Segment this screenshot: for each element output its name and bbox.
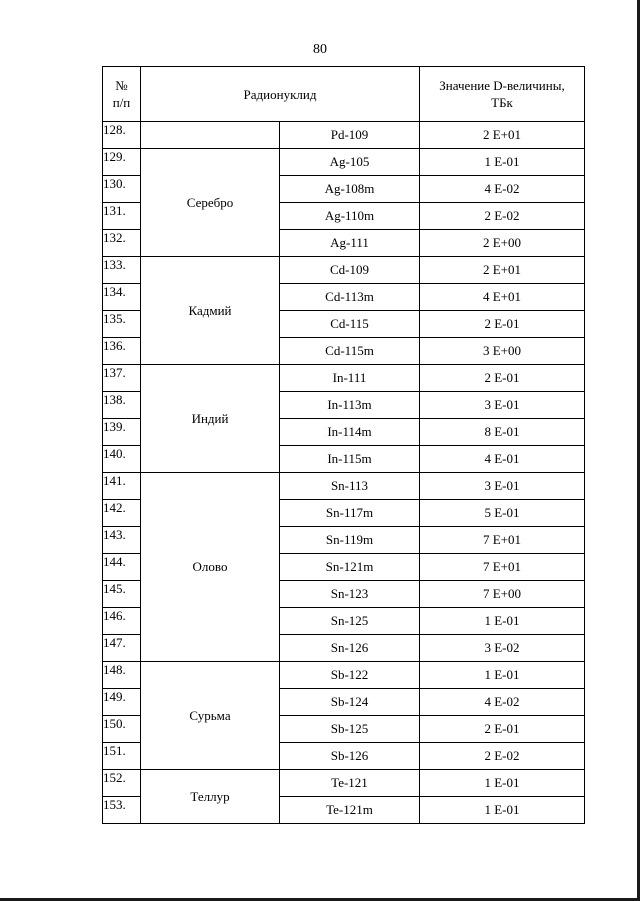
d-value: 1 E-01: [420, 662, 585, 689]
d-value: 3 E-01: [420, 392, 585, 419]
nuclide-name: Sn-123: [280, 581, 420, 608]
table-row: [103, 365, 585, 392]
row-number: 137.: [103, 365, 141, 392]
row-number: 141.: [103, 473, 141, 500]
nuclide-name: Te-121m: [280, 797, 420, 824]
element-name: Сурьма: [141, 662, 280, 770]
d-value: 1 E-01: [420, 770, 585, 797]
nuclide-name: Sb-122: [280, 662, 420, 689]
table-row: [103, 473, 585, 500]
nuclide-name: In-113m: [280, 392, 420, 419]
element-name: Серебро: [141, 149, 280, 257]
nuclide-name: In-115m: [280, 446, 420, 473]
table-row: [103, 662, 585, 689]
d-value: 5 E-01: [420, 500, 585, 527]
radionuclide-table: [102, 66, 585, 824]
element-name: Олово: [141, 473, 280, 662]
row-number: 140.: [103, 446, 141, 473]
nuclide-name: In-114m: [280, 419, 420, 446]
nuclide-name: Sn-117m: [280, 500, 420, 527]
nuclide-name: In-111: [280, 365, 420, 392]
table-row: [103, 122, 585, 149]
d-value: 7 E+01: [420, 554, 585, 581]
row-number: 151.: [103, 743, 141, 770]
row-number: 128.: [103, 122, 141, 149]
nuclide-name: Te-121: [280, 770, 420, 797]
row-number: 129.: [103, 149, 141, 176]
nuclide-name: Sn-119m: [280, 527, 420, 554]
row-number: 144.: [103, 554, 141, 581]
nuclide-name: Ag-105: [280, 149, 420, 176]
d-value: 3 E-01: [420, 473, 585, 500]
row-number: 152.: [103, 770, 141, 797]
row-number: 134.: [103, 284, 141, 311]
d-value: 3 E+00: [420, 338, 585, 365]
element-name: Индий: [141, 365, 280, 473]
d-value: 1 E-01: [420, 149, 585, 176]
table-row: [103, 770, 585, 797]
d-value: 4 E-02: [420, 689, 585, 716]
d-value: 2 E+00: [420, 230, 585, 257]
nuclide-name: Cd-113m: [280, 284, 420, 311]
row-number: 147.: [103, 635, 141, 662]
nuclide-name: Sn-126: [280, 635, 420, 662]
d-value: 8 E-01: [420, 419, 585, 446]
page-number: 80: [313, 42, 327, 57]
row-number: 138.: [103, 392, 141, 419]
row-number: 136.: [103, 338, 141, 365]
nuclide-name: Ag-111: [280, 230, 420, 257]
d-value: 2 E-01: [420, 311, 585, 338]
nuclide-name: Ag-108m: [280, 176, 420, 203]
row-number: 145.: [103, 581, 141, 608]
row-number: 130.: [103, 176, 141, 203]
d-value: 4 E+01: [420, 284, 585, 311]
row-number: 142.: [103, 500, 141, 527]
element-name: Кадмий: [141, 257, 280, 365]
table-row: [103, 257, 585, 284]
d-value: 1 E-01: [420, 797, 585, 824]
row-number: 139.: [103, 419, 141, 446]
header-radionuclide: Радионуклид: [141, 67, 420, 122]
nuclide-name: Cd-109: [280, 257, 420, 284]
row-number: 131.: [103, 203, 141, 230]
d-value: 2 E-02: [420, 203, 585, 230]
d-value: 3 E-02: [420, 635, 585, 662]
nuclide-name: Cd-115m: [280, 338, 420, 365]
element-name: [141, 122, 280, 149]
d-value: 7 E+00: [420, 581, 585, 608]
row-number: 132.: [103, 230, 141, 257]
d-value: 2 E-02: [420, 743, 585, 770]
nuclide-name: Cd-115: [280, 311, 420, 338]
element-name: Теллур: [141, 770, 280, 824]
row-number: 135.: [103, 311, 141, 338]
table-header-row: [103, 67, 585, 122]
d-value: 2 E+01: [420, 257, 585, 284]
nuclide-name: Sn-121m: [280, 554, 420, 581]
d-value: 4 E-01: [420, 446, 585, 473]
nuclide-name: Ag-110m: [280, 203, 420, 230]
d-value: 7 E+01: [420, 527, 585, 554]
header-value: Значение D-величины, ТБк: [420, 67, 585, 122]
d-value: 4 E-02: [420, 176, 585, 203]
d-value: 2 E-01: [420, 716, 585, 743]
row-number: 150.: [103, 716, 141, 743]
nuclide-name: Sn-113: [280, 473, 420, 500]
nuclide-name: Pd-109: [280, 122, 420, 149]
d-value: 1 E-01: [420, 608, 585, 635]
row-number: 153.: [103, 797, 141, 824]
d-value: 2 E-01: [420, 365, 585, 392]
row-number: 146.: [103, 608, 141, 635]
row-number: 143.: [103, 527, 141, 554]
header-num: № п/п: [103, 67, 141, 122]
row-number: 133.: [103, 257, 141, 284]
nuclide-name: Sb-126: [280, 743, 420, 770]
nuclide-name: Sb-124: [280, 689, 420, 716]
table-body: [103, 122, 585, 824]
table-row: [103, 149, 585, 176]
row-number: 149.: [103, 689, 141, 716]
nuclide-name: Sn-125: [280, 608, 420, 635]
nuclide-name: Sb-125: [280, 716, 420, 743]
d-value: 2 E+01: [420, 122, 585, 149]
row-number: 148.: [103, 662, 141, 689]
